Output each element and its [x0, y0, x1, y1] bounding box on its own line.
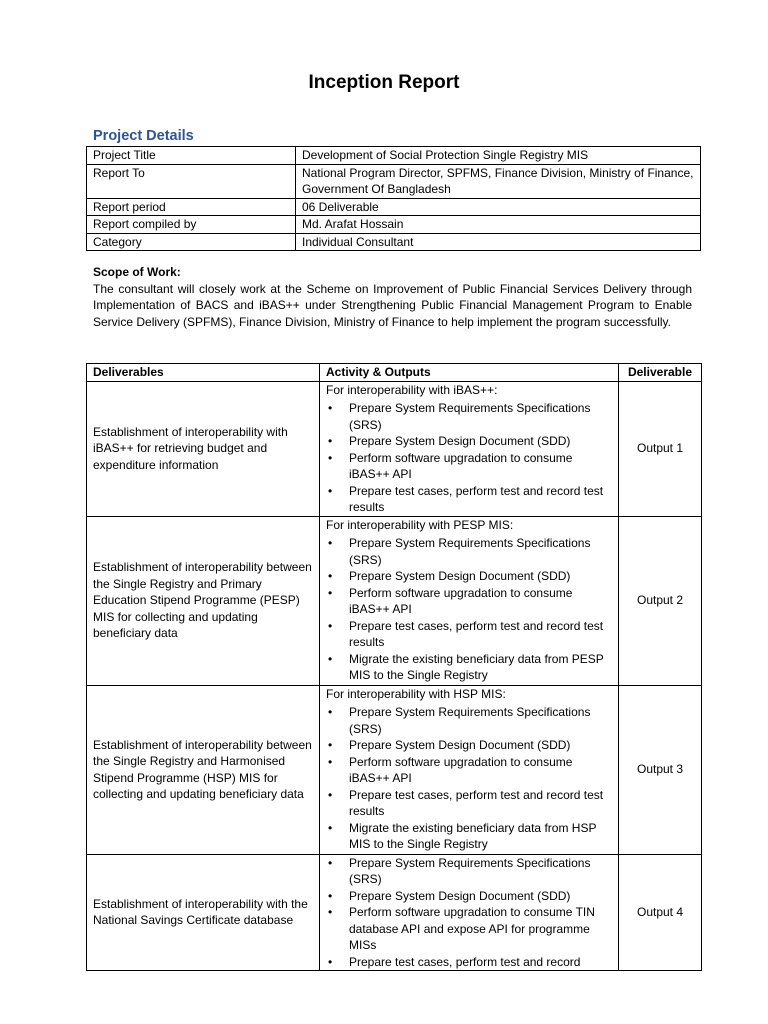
project-details-heading: Project Details [93, 128, 194, 144]
report-compiled-by-value: Md. Arafat Hossain [296, 216, 701, 234]
output-label: Output 1 [619, 381, 702, 516]
activity-cell [320, 381, 619, 516]
table-row [87, 216, 701, 234]
table-row [87, 233, 701, 251]
list-item: • Prepare test cases, perform test and record test results [326, 483, 612, 516]
category-label: Category [87, 233, 296, 251]
table-row [87, 164, 701, 198]
report-to-label: Report To [87, 164, 296, 198]
table-row [87, 516, 702, 685]
list-item: • Prepare System Design Document (SDD) [326, 433, 612, 450]
scope-text: The consultant will closely work at the Scheme on Improvement of Public Financial Services Delivery through Implementation of BACS and iBAS++ under Strengthening Public Financial Management Program to Enable Service Delivery (SPFMS), Finance Division, Ministry of Finance to help implement the program successfully. [93, 281, 692, 329]
header-activity-outputs: Activity & Outputs [320, 364, 619, 382]
table-row [87, 147, 701, 165]
list-item: • Perform software upgradation to consume iBAS++ API [326, 754, 612, 787]
output-label: Output 4 [619, 854, 702, 971]
table-row [87, 381, 702, 516]
list-item: • Prepare System Design Document (SDD) [326, 737, 612, 754]
activity-cell [320, 854, 619, 971]
activity-intro: For interoperability with iBAS++: [326, 382, 498, 397]
report-period-value: 06 Deliverable [296, 198, 701, 216]
project-details-table [86, 146, 701, 251]
scope-of-work [93, 264, 692, 330]
list-item: • Migrate the existing beneficiary data from HSP MIS to the Single Registry [326, 820, 612, 853]
deliverable-name: Establishment of interoperability with the National Savings Certificate database [87, 854, 320, 971]
list-item: • Prepare System Requirements Specifications (SRS) [326, 400, 612, 433]
activity-list [326, 535, 612, 684]
header-deliverable: Deliverable [619, 364, 702, 382]
list-item: • Perform software upgradation to consume iBAS++ API [326, 585, 612, 618]
list-item: • Prepare System Design Document (SDD) [326, 568, 612, 585]
deliverables-table [86, 363, 702, 971]
output-label: Output 3 [619, 685, 702, 854]
header-deliverables: Deliverables [87, 364, 320, 382]
deliverable-name: Establishment of interoperability between the Single Registry and Primary Education Stipend Programme (PESP) MIS for collecting and updating beneficiary data [87, 516, 320, 685]
table-row [87, 198, 701, 216]
list-item: • Prepare test cases, perform test and record [326, 954, 612, 971]
list-item: • Prepare System Requirements Specifications (SRS) [326, 535, 612, 568]
list-item: • Prepare System Requirements Specifications (SRS) [326, 704, 612, 737]
list-item: • Prepare test cases, perform test and record test results [326, 618, 612, 651]
activity-intro: For interoperability with PESP MIS: [326, 517, 514, 532]
deliverable-name: Establishment of interoperability between the Single Registry and Harmonised Stipend Programme (HSP) MIS for collecting and updating beneficiary data [87, 685, 320, 854]
activity-list [326, 704, 612, 853]
table-row [87, 854, 702, 971]
list-item: • Prepare System Design Document (SDD) [326, 888, 612, 905]
list-item: • Migrate the existing beneficiary data from PESP MIS to the Single Registry [326, 651, 612, 684]
list-item: • Perform software upgradation to consume iBAS++ API [326, 450, 612, 483]
activity-list [326, 855, 612, 971]
activity-list [326, 400, 612, 516]
list-item: • Perform software upgradation to consume TIN database API and expose API for programme MISs [326, 904, 612, 954]
deliverable-name: Establishment of interoperability with iBAS++ for retrieving budget and expenditure information [87, 381, 320, 516]
activity-cell [320, 516, 619, 685]
output-label: Output 2 [619, 516, 702, 685]
table-row [87, 685, 702, 854]
table-header-row [87, 364, 702, 382]
category-value: Individual Consultant [296, 233, 701, 251]
report-title: Inception Report [308, 72, 460, 93]
scope-title: Scope of Work: [93, 265, 181, 279]
report-to-value: National Program Director, SPFMS, Finance Division, Ministry of Finance, Government Of Bangladesh [296, 164, 701, 198]
activity-cell [320, 685, 619, 854]
project-title-label: Project Title [87, 147, 296, 165]
report-compiled-by-label: Report compiled by [87, 216, 296, 234]
activity-intro: For interoperability with HSP MIS: [326, 686, 506, 701]
list-item: • Prepare test cases, perform test and record test results [326, 787, 612, 820]
project-title-value: Development of Social Protection Single Registry MIS [296, 147, 701, 165]
list-item: • Prepare System Requirements Specifications (SRS) [326, 855, 612, 888]
report-period-label: Report period [87, 198, 296, 216]
